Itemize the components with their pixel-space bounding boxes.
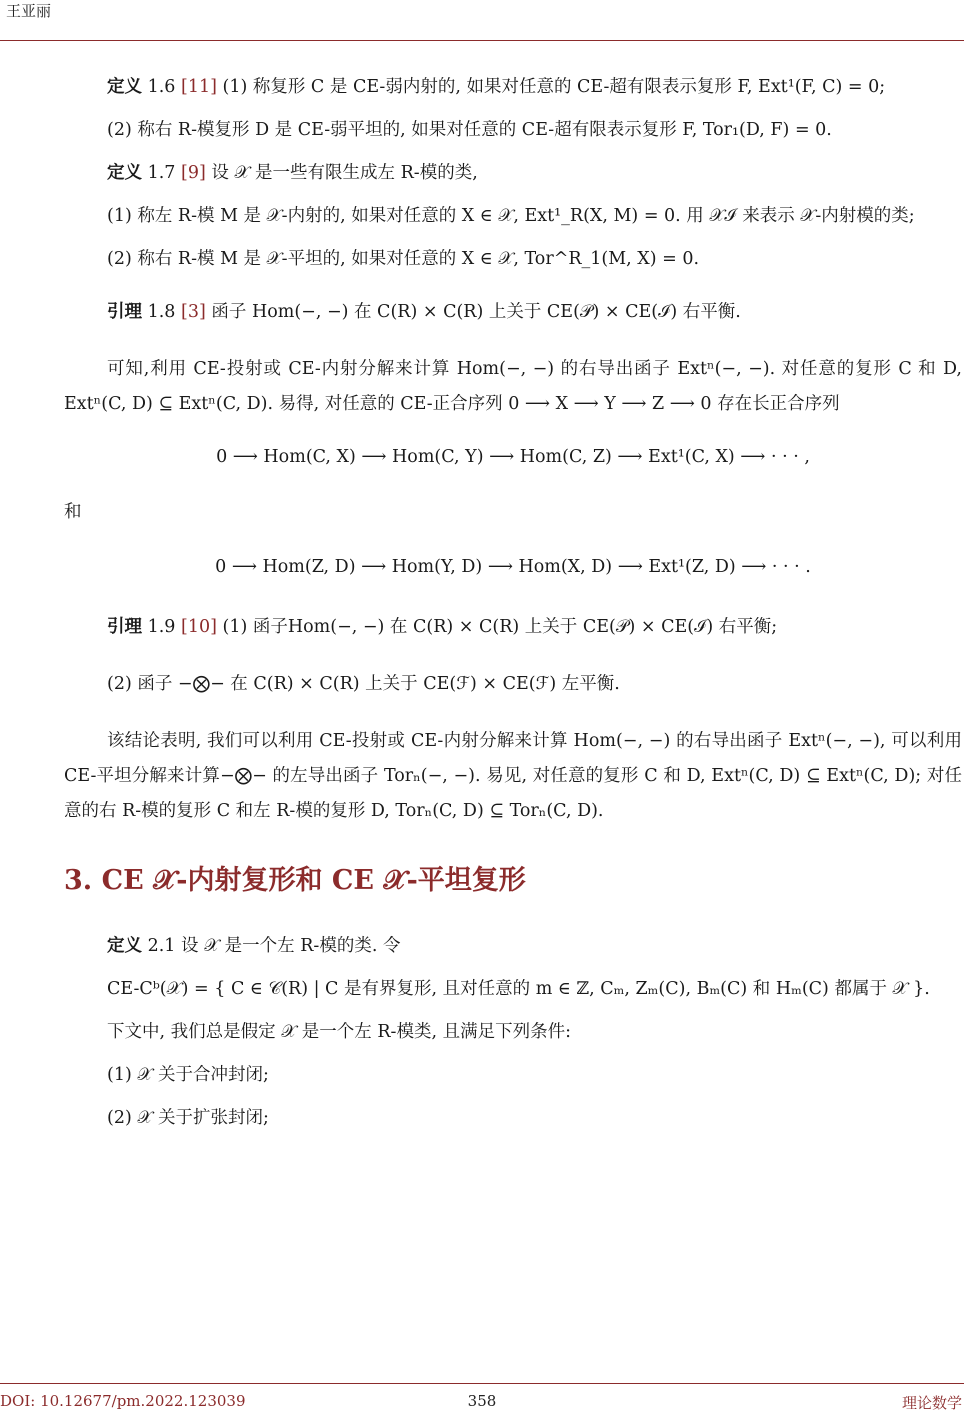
block-text: (1) 𝒳 关于合冲封闭; <box>107 1065 269 1085</box>
definition-2-1-formula <box>64 972 962 1007</box>
definition-1-7-part2 <box>64 242 962 277</box>
block-text: (1) 称复形 C 是 CE-弱内射的, 如果对任意的 CE-超有限表示复形 F, Ext¹(F, C) = 0; <box>222 77 886 97</box>
equation: 0 ⟶ Hom(C, X) ⟶ Hom(C, Y) ⟶ Hom(C, Z) ⟶ Ext¹(C, X) ⟶ · · · , <box>216 447 810 467</box>
header-divider <box>0 40 964 41</box>
lemma-1-9 <box>64 610 962 645</box>
section-number: 3. <box>64 865 93 896</box>
block-text: (2) 𝒳 关于扩张封闭; <box>107 1108 269 1128</box>
section-title-text: CE 𝒳-内射复形和 CE 𝒳-平坦复形 <box>101 865 526 896</box>
page-body <box>64 70 962 1136</box>
lemma-1-8 <box>64 295 962 330</box>
citation-link[interactable]: [3] <box>181 302 206 322</box>
footer-divider <box>0 1383 964 1384</box>
block-text: 可知,利用 CE-投射或 CE-内射分解来计算 Hom(−, −) 的右导出函子 Extⁿ(−, −). 对任意的复形 C 和 D, Extⁿ(C, D) ⊆ Extⁿ(C, D). 易得, 对任意的 CE-正合序列 0 ⟶ X ⟶ Y ⟶ Z ⟶ 0 存在长正合序列 <box>64 359 962 414</box>
block-number: 2.1 <box>147 936 176 956</box>
block-text: 该结论表明, 我们可以利用 CE-投射或 CE-内射分解来计算 Hom(−, −) 的右导出函子 Extⁿ(−, −), 可以利用 CE-平坦分解来计算−⨂− 的左导出函子 Torₙ(−, −). 易见, 对任意的复形 C 和 D, Extⁿ(C, D) ⊆ Extⁿ(C, D); 对任意的右 R-模的复形 C 和左 R-模的复形 D, Torₙ(C, D) ⊆ Torₙ(C, D). <box>64 731 962 821</box>
block-text: 设 𝒳 是一些有限生成左 R-模的类, <box>211 163 478 183</box>
equation: 0 ⟶ Hom(Z, D) ⟶ Hom(Y, D) ⟶ Hom(X, D) ⟶ Ext¹(Z, D) ⟶ · · · . <box>215 557 811 577</box>
block-number: 1.9 <box>147 617 176 637</box>
block-label: 定义 <box>107 77 142 97</box>
citation-link[interactable]: [11] <box>181 77 217 97</box>
definition-1-6-part2 <box>64 113 962 148</box>
block-text: (2) 称右 R-模复形 D 是 CE-弱平坦的, 如果对任意的 CE-超有限表示复形 F, Tor₁(D, F) = 0. <box>107 120 832 140</box>
block-text: (2) 称右 R-模 M 是 𝒳-平坦的, 如果对任意的 X ∈ 𝒳, Tor^R_1(M, X) = 0. <box>107 249 700 269</box>
block-label: 定义 <box>107 936 142 956</box>
long-exact-sequence-2 <box>64 532 962 602</box>
definition-1-7 <box>64 156 962 191</box>
block-text: 设 𝒳 是一个左 R-模的类. 令 <box>181 936 401 956</box>
definition-2-1 <box>64 929 962 964</box>
block-text: (2) 函子 −⨂− 在 C(R) × C(R) 上关于 CE(ℱ) × CE(ℱ) 左平衡. <box>107 674 620 694</box>
condition-2 <box>64 1101 962 1136</box>
block-text: CE-Cᵇ(𝒳) = { C ∈ 𝒞(R) | C 是有界复形, 且对任意的 m ∈ ℤ, Cₘ, Zₘ(C), Bₘ(C) 和 Hₘ(C) 都属于 𝒳 }. <box>107 979 930 999</box>
conclusion-paragraph <box>64 724 962 829</box>
block-label: 引理 <box>107 617 142 637</box>
conjunction-word: 和 <box>64 502 82 522</box>
block-text: 下文中, 我们总是假定 𝒳 是一个左 R-模类, 且满足下列条件: <box>107 1022 571 1042</box>
long-exact-sequence-1 <box>64 422 962 492</box>
footer-doi-link[interactable]: DOI: 10.12677/pm.2022.123039 <box>0 1392 246 1410</box>
block-label: 定义 <box>107 163 142 183</box>
definition-1-6 <box>64 70 962 105</box>
condition-1 <box>64 1058 962 1093</box>
lemma-1-9-part2 <box>64 667 962 702</box>
assumption-intro <box>64 1015 962 1050</box>
header-author: 王亚丽 <box>6 2 52 20</box>
block-label: 引理 <box>107 302 142 322</box>
definition-1-7-part1 <box>64 199 962 234</box>
section-heading <box>64 863 962 899</box>
block-text: 函子 Hom(−, −) 在 C(R) × C(R) 上关于 CE(𝒫) × CE(ℐ) 右平衡. <box>211 302 741 322</box>
conjunction-text <box>64 492 962 532</box>
remark-paragraph <box>64 352 962 422</box>
block-text: (1) 函子Hom(−, −) 在 C(R) × C(R) 上关于 CE(𝒫) × CE(ℐ) 右平衡; <box>222 617 778 637</box>
block-number: 1.7 <box>147 163 176 183</box>
footer-page-number: 358 <box>467 1392 497 1410</box>
footer-journal-link[interactable]: 理论数学 <box>901 1394 962 1412</box>
block-text: (1) 称左 R-模 M 是 𝒳-内射的, 如果对任意的 X ∈ 𝒳, Ext¹_R(X, M) = 0. 用 𝒳ℐ 来表示 𝒳-内射模的类; <box>107 206 915 226</box>
citation-link[interactable]: [9] <box>181 163 206 183</box>
block-number: 1.8 <box>147 302 176 322</box>
block-number: 1.6 <box>147 77 176 97</box>
citation-link[interactable]: [10] <box>181 617 217 637</box>
